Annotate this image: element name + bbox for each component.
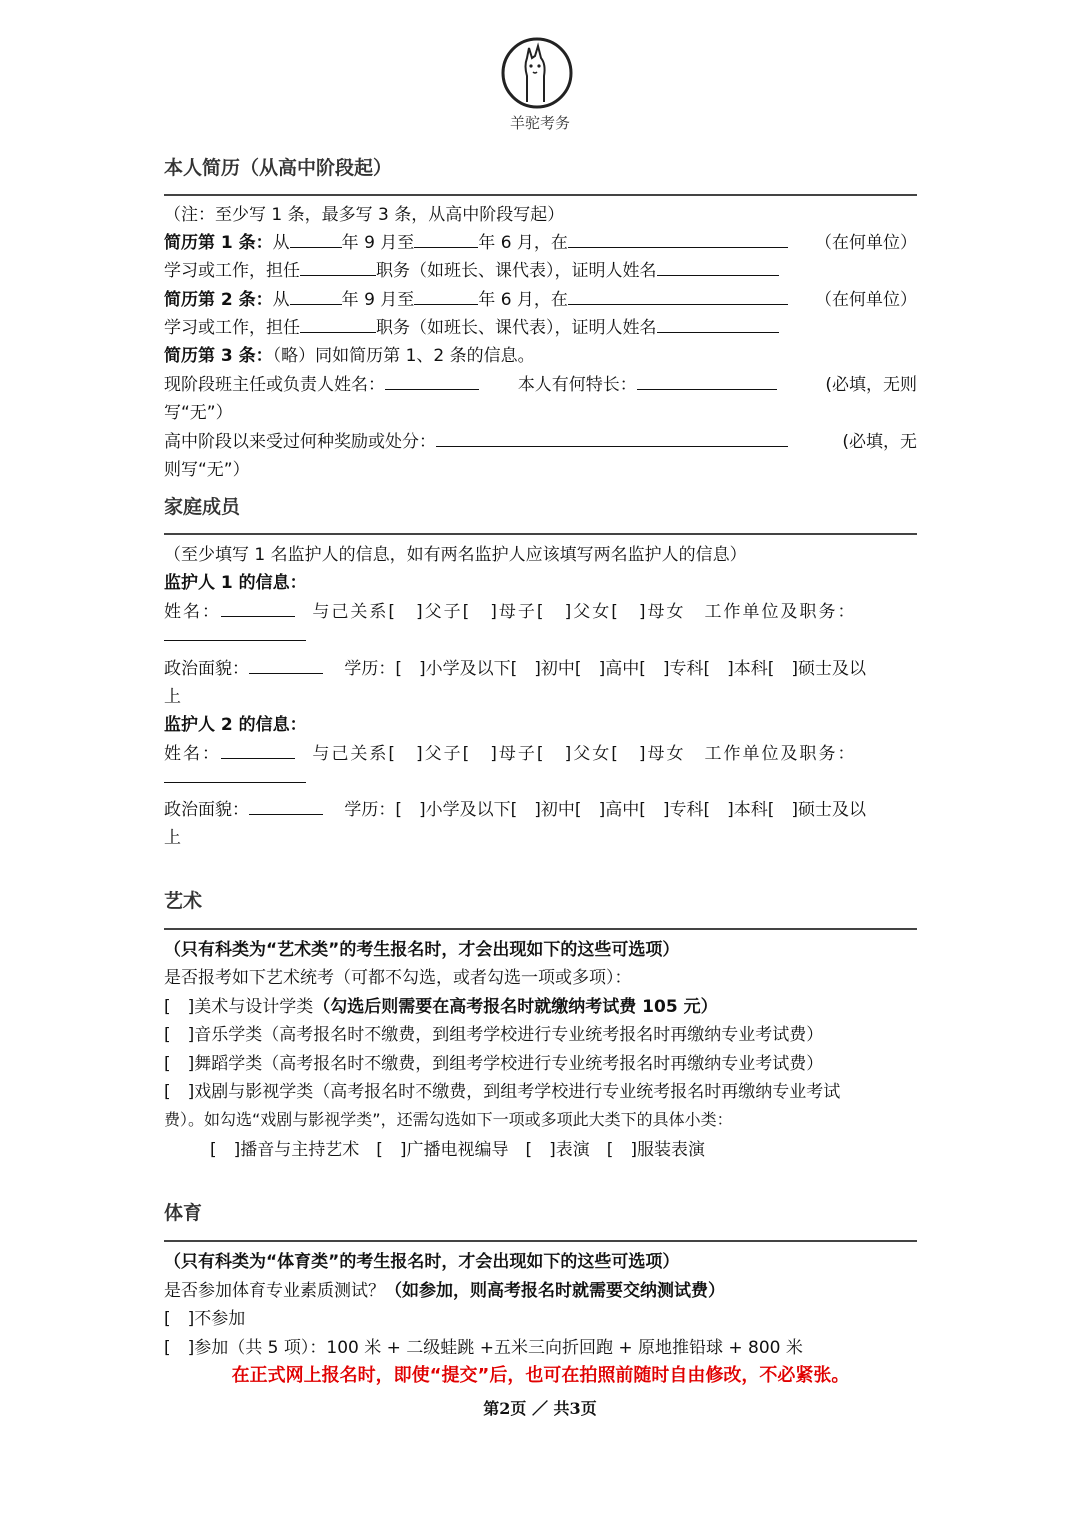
position-field[interactable] bbox=[300, 259, 376, 276]
start-year-field[interactable] bbox=[290, 288, 342, 305]
logo-caption: 羊驼考务 bbox=[509, 114, 570, 132]
family-note: （至少填写 1 名监护人的信息，如有两名监护人应该填写两名监护人的信息） bbox=[164, 545, 747, 565]
guardian-name-field[interactable] bbox=[221, 600, 295, 617]
resume-item-2: 简历第 2 条：从 年 9 月至 年 6 月，在 （在何单位） bbox=[164, 290, 917, 310]
special-note-cont: 写“无”） bbox=[164, 403, 233, 423]
art-option-music[interactable]: [ ]音乐学类（高考报名时不缴费，到组考学校进行专业统考报名时再缴纳专业考试费） bbox=[164, 1025, 824, 1045]
guardian-2-edu-row: 政治面貌： 学历：[ ]小学及以下[ ]初中[ ]高中[ ]专科[ ]本科[ ]硕士及以 bbox=[164, 800, 866, 820]
guardian-2-label: 监护人 2 的信息： bbox=[164, 715, 307, 735]
art-note: （只有科类为“艺术类”的考生报名时，才会出现如下的这些可选项） bbox=[164, 940, 680, 960]
art-title: 艺术 bbox=[164, 890, 203, 912]
edu-tail: 上 bbox=[164, 828, 181, 848]
art-question: 是否报考如下艺术统考（可都不勾选，或者勾选一项或多项）： bbox=[164, 968, 632, 988]
unit-field[interactable] bbox=[568, 288, 788, 305]
art-option-drama-cont: 费）。如勾选“戏剧与影视学类”，还需勾选如下一项或多项此大类下的具体小类： bbox=[164, 1110, 733, 1129]
sports-question: 是否参加体育专业素质测试？（如参加，则高考报名时就需要交纳测试费） bbox=[164, 1281, 725, 1301]
resume-item-2-line2: 学习或工作，担任 职务（如班长、课代表），证明人姓名 bbox=[164, 316, 917, 340]
edu-tail: 上 bbox=[164, 687, 181, 707]
resume-title: 本人简历（从高中阶段起） bbox=[164, 157, 393, 179]
resume-item-3: 简历第 3 条：（略）同如简历第 1、2 条的信息。 bbox=[164, 346, 535, 366]
reminder-text: 在正式网上报名时，即使“提交”后，也可在拍照前随时自由修改，不必紧张。 bbox=[231, 1365, 850, 1386]
sports-option-no[interactable]: [ ]不参加 bbox=[164, 1309, 246, 1329]
job-field[interactable] bbox=[164, 624, 306, 641]
end-year-field[interactable] bbox=[414, 288, 478, 305]
art-option-fine-arts[interactable]: [ ]美术与设计学类（勾选后则需要在高考报名时就缴纳考试费 105 元） bbox=[164, 997, 718, 1017]
sports-title: 体育 bbox=[164, 1202, 203, 1224]
guardian-2-row: 姓名： 与己关系[ ]父子[ ]母子[ ]父女[ ]母女 工作单位及职务： bbox=[164, 744, 857, 764]
resume-item-1-line2: 学习或工作，担任 职务（如班长、课代表），证明人姓名 bbox=[164, 259, 917, 283]
divider bbox=[164, 1240, 917, 1242]
unit-field[interactable] bbox=[568, 231, 788, 248]
alpaca-logo-icon bbox=[500, 36, 574, 110]
art-option-dance[interactable]: [ ]舞蹈学类（高考报名时不缴费，到组考学校进行专业统考报名时再缴纳专业考试费） bbox=[164, 1054, 824, 1074]
job-field[interactable] bbox=[164, 766, 306, 783]
resume-note: （注：至少写 1 条，最多写 3 条，从高中阶段写起） bbox=[164, 205, 565, 225]
divider bbox=[164, 928, 917, 930]
politics-field[interactable] bbox=[249, 798, 323, 815]
politics-field[interactable] bbox=[249, 657, 323, 674]
guardian-1-label: 监护人 1 的信息： bbox=[164, 573, 307, 593]
sports-option-yes[interactable]: [ ]参加（共 5 项）：100 米 + 二级蛙跳 +五米三向折回跑 + 原地推铅球 + 800 米 bbox=[164, 1338, 803, 1358]
divider bbox=[164, 533, 917, 535]
guardian-2-job-row bbox=[164, 766, 917, 790]
sports-note: （只有科类为“体育类”的考生报名时，才会出现如下的这些可选项） bbox=[164, 1252, 680, 1272]
teacher-field[interactable] bbox=[385, 373, 479, 390]
divider bbox=[164, 194, 917, 196]
awards-field[interactable] bbox=[436, 430, 788, 447]
resume-item-1: 简历第 1 条：从 年 9 月至 年 6 月，在 （在何单位） bbox=[164, 233, 917, 253]
family-title: 家庭成员 bbox=[164, 496, 241, 518]
start-year-field[interactable] bbox=[290, 231, 342, 248]
awards-note-cont: 则写“无”） bbox=[164, 460, 250, 480]
page-number: 第2页 ／ 共3页 bbox=[483, 1399, 597, 1418]
end-year-field[interactable] bbox=[414, 231, 478, 248]
awards-line: 高中阶段以来受过何种奖励或处分： (必填，无 bbox=[164, 432, 917, 452]
specialty-field[interactable] bbox=[637, 373, 777, 390]
guardian-1-edu-row: 政治面貌： 学历：[ ]小学及以下[ ]初中[ ]高中[ ]专科[ ]本科[ ]硕士及以 bbox=[164, 659, 866, 679]
witness-field[interactable] bbox=[657, 259, 779, 276]
guardian-1-row: 姓名： 与己关系[ ]父子[ ]母子[ ]父女[ ]母女 工作单位及职务： bbox=[164, 602, 857, 622]
art-option-drama[interactable]: [ ]戏剧与影视学类（高考报名时不缴费，到组考学校进行专业统考报名时再缴纳专业考试 bbox=[164, 1082, 841, 1102]
art-sub-options[interactable]: [ ]播音与主持艺术 [ ]广播电视编导 [ ]表演 [ ]服装表演 bbox=[210, 1140, 706, 1160]
teacher-special-line: 现阶段班主任或负责人姓名： 本人有何特长： (必填，无则 bbox=[164, 375, 917, 395]
witness-field[interactable] bbox=[657, 316, 779, 333]
position-field[interactable] bbox=[300, 316, 376, 333]
guardian-1-job-row bbox=[164, 624, 917, 648]
guardian-name-field[interactable] bbox=[221, 742, 295, 759]
